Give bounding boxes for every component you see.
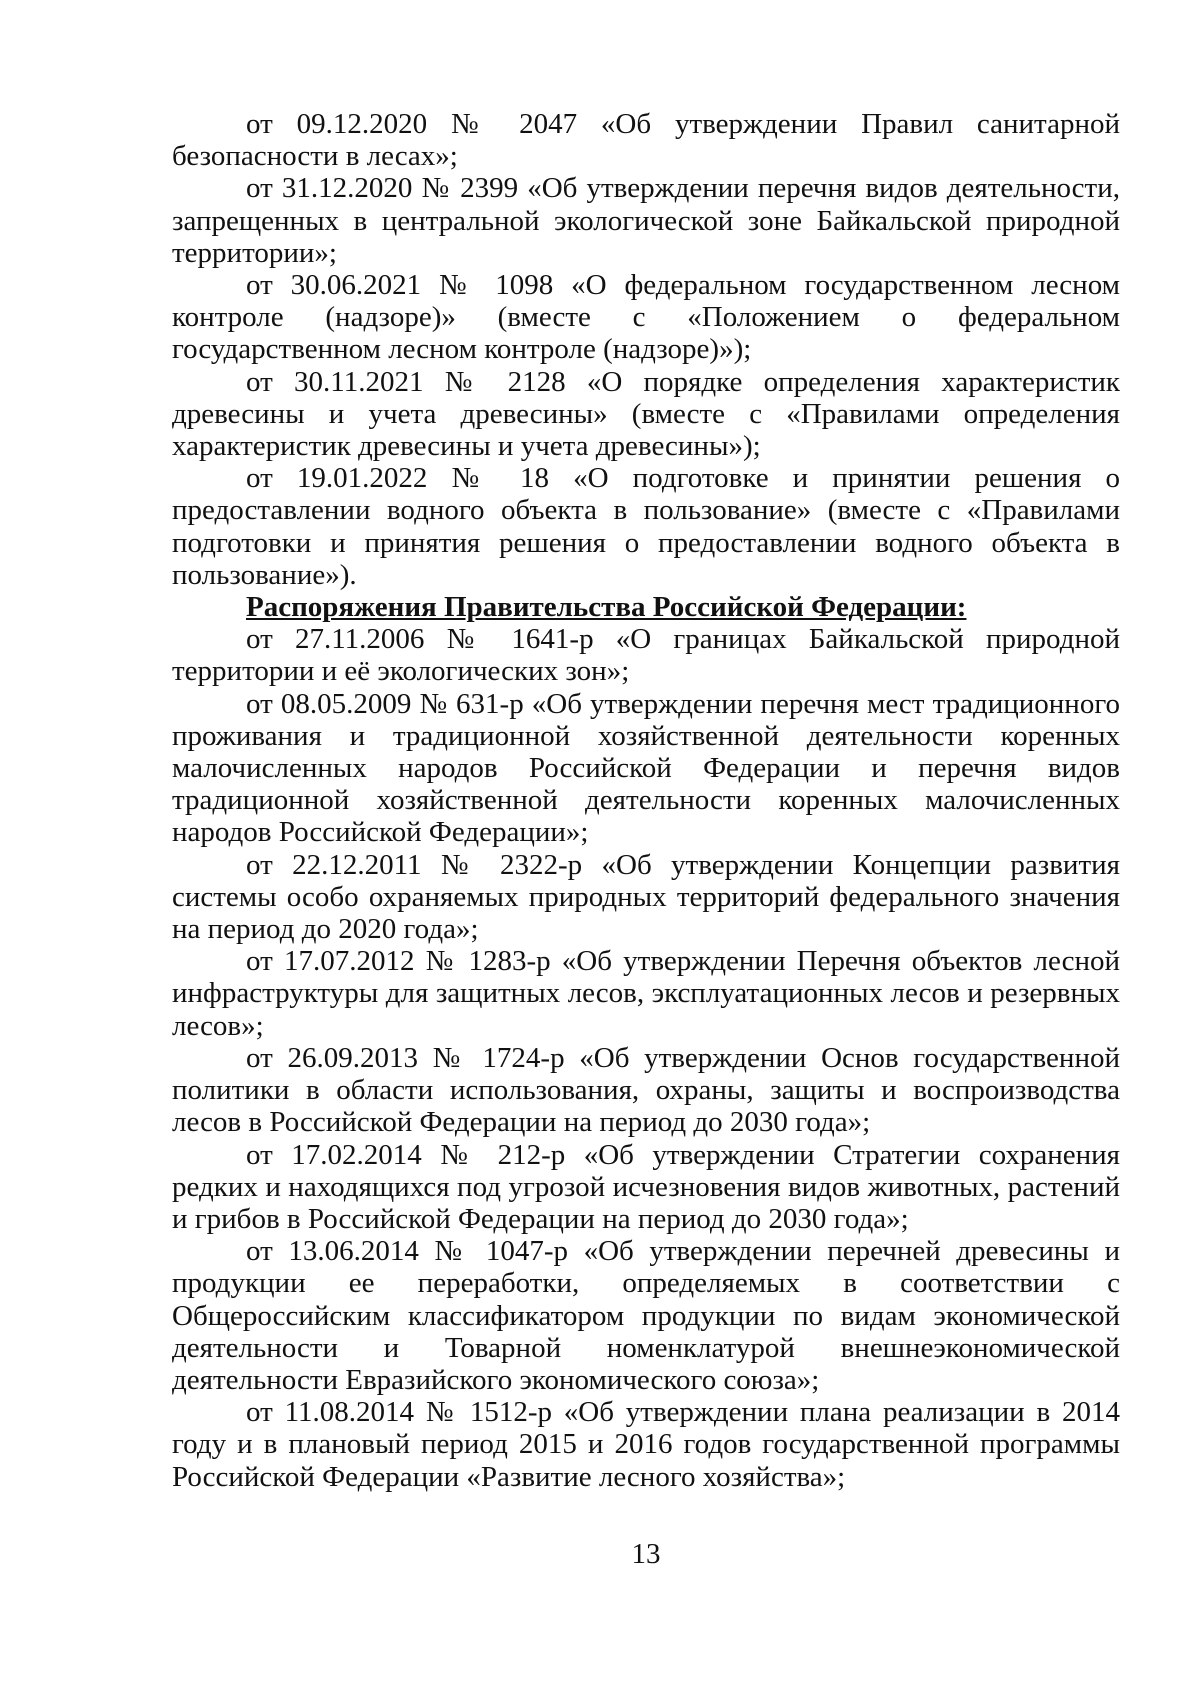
paragraph-order-1724-r: от 26.09.2013 № 1724-р «Об утверждении Основ государственной политики в области использования, охраны, защиты и воспроизводства лесов в Российской Федерации на период до 2030 года»; — [172, 1041, 1120, 1139]
paragraph-decree-1098: от 30.06.2021 № 1098 «О федеральном государственном лесном контроле (надзоре)» (вместе с «Положением о федеральном государственном лесном контроле (надзоре)»); — [172, 269, 1120, 366]
page-number: 13 — [631, 1538, 661, 1570]
document-body — [172, 108, 1120, 1493]
paragraph-order-1047-r: от 13.06.2014 № 1047-р «Об утверждении перечней древесины и продукции ее переработки, определяемых в соответствии с Общероссийским классификатором продукции по видам экономической деятельности и Товарной номенклатурой внешнеэкономической деятельности Евразийского экономического союза»; — [172, 1235, 1120, 1396]
paragraph-decree-2399: от 31.12.2020 № 2399 «Об утверждении перечня видов деятельности, запрещенных в центральной экологической зоне Байкальской природной территории»; — [172, 172, 1120, 269]
paragraph-order-1283-r: от 17.07.2012 № 1283-р «Об утверждении Перечня объектов лесной инфраструктуры для защитных лесов, эксплуатационных лесов и резервных лесов»; — [172, 945, 1120, 1042]
paragraph-order-631-r: от 08.05.2009 № 631-р «Об утверждении перечня мест традиционного проживания и традиционной хозяйственной деятельности коренных малочисленных народов Российской Федерации и перечня видов традиционной хозяйственной деятельности коренных малочисленных народов Российской Федерации»; — [172, 687, 1120, 849]
paragraph-order-1512-r: от 11.08.2014 № 1512-р «Об утверждении плана реализации в 2014 году и в плановый период 2015 и 2016 годов государственной программы Российской Федерации «Развитие лесного хозяйства»; — [172, 1396, 1120, 1493]
paragraph-decree-2047: от 09.12.2020 № 2047 «Об утверждении Правил санитарной безопасности в лесах»; — [172, 108, 1120, 173]
paragraph-order-1641-r: от 27.11.2006 № 1641-р «О границах Байкальской природной территории и её экологических зон»; — [172, 623, 1120, 688]
paragraph-order-212-r: от 17.02.2014 № 212-р «Об утверждении Стратегии сохранения редких и находящихся под угрозой исчезновения видов животных, растений и грибов в Российской Федерации на период до 2030 года»; — [172, 1138, 1120, 1235]
paragraph-decree-18: от 19.01.2022 № 18 «О подготовке и принятии решения о предоставлении водного объекта в пользование» (вместе с «Правилами подготовки и принятия решения о предоставлении водного объекта в пользование»). — [172, 462, 1120, 591]
paragraph-order-2322-r: от 22.12.2011 № 2322-р «Об утверждении Концепции развития системы особо охраняемых природных территорий федерального значения на период до 2020 года»; — [172, 848, 1120, 946]
section-heading-government-orders: Распоряжения Правительства Российской Федерации: — [246, 591, 967, 624]
paragraph-decree-2128: от 30.11.2021 № 2128 «О порядке определения характеристик древесины и учета древесины» (вместе с «Правилами определения характеристик древесины и учета древесины»); — [172, 365, 1120, 463]
